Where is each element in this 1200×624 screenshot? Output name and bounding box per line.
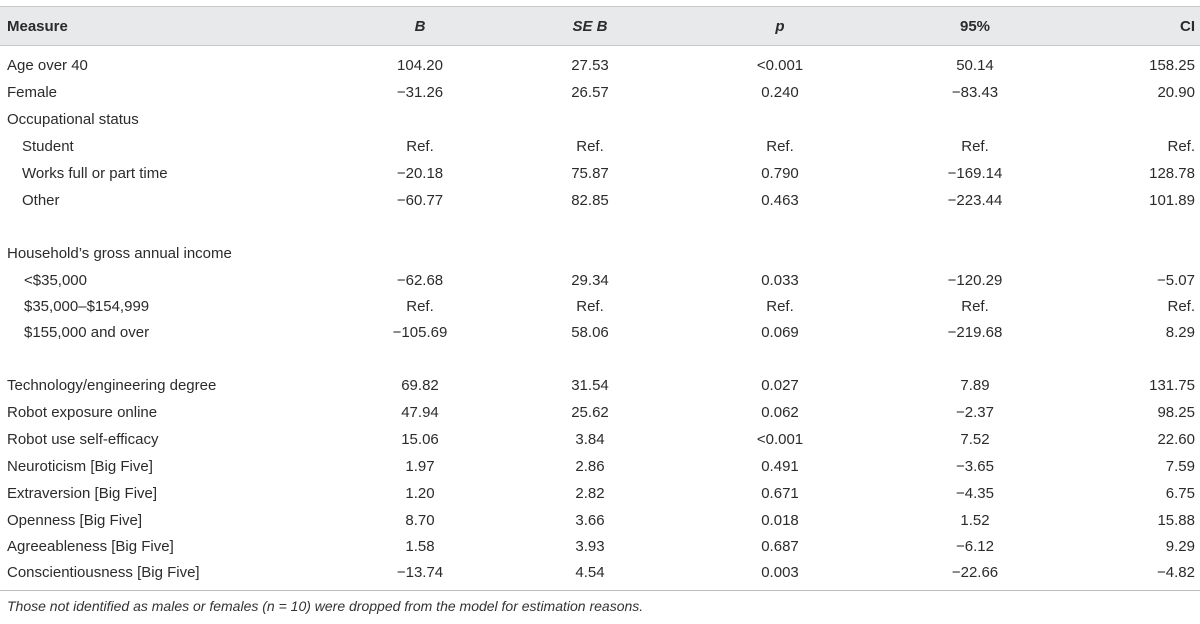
cell-ci-low: −120.29 bbox=[947, 272, 1003, 289]
cell-p: 0.687 bbox=[761, 538, 799, 555]
row-label: Female bbox=[7, 84, 58, 101]
cell-se: 31.54 bbox=[571, 377, 609, 394]
cell-se: 27.53 bbox=[571, 57, 609, 74]
cell-ci-low: Ref. bbox=[961, 298, 989, 315]
cell-ci-high: Ref. bbox=[1167, 298, 1195, 315]
cell-ci-low: Ref. bbox=[961, 138, 989, 155]
row-label: <$35,000 bbox=[24, 272, 87, 289]
cell-se: 58.06 bbox=[571, 324, 609, 341]
cell-ci-high: 22.60 bbox=[1157, 431, 1195, 448]
header-ci-high: CI bbox=[1180, 17, 1195, 35]
table-row bbox=[0, 507, 1200, 534]
cell-p: 0.027 bbox=[761, 377, 799, 394]
table-row bbox=[0, 52, 1200, 79]
table-footnote bbox=[7, 598, 643, 614]
cell-b: 15.06 bbox=[401, 431, 439, 448]
cell-b: Ref. bbox=[406, 298, 434, 315]
table-row bbox=[0, 187, 1200, 214]
cell-se: 3.84 bbox=[575, 431, 605, 448]
cell-se: 26.57 bbox=[571, 84, 609, 101]
cell-p: 0.062 bbox=[761, 404, 799, 421]
table-row bbox=[0, 559, 1200, 586]
row-label: Conscientiousness [Big Five] bbox=[7, 564, 200, 581]
cell-se: 2.86 bbox=[575, 458, 605, 475]
cell-ci-high: −5.07 bbox=[1157, 272, 1195, 289]
cell-p: 0.003 bbox=[761, 564, 799, 581]
table-bottom-rule bbox=[0, 590, 1200, 591]
table-row bbox=[0, 293, 1200, 320]
cell-b: 104.20 bbox=[397, 57, 443, 74]
cell-ci-low: −22.66 bbox=[951, 564, 999, 581]
cell-ci-high: 9.29 bbox=[1165, 538, 1195, 555]
table-section-row bbox=[0, 106, 1200, 133]
header-b: B bbox=[414, 17, 426, 35]
cell-b: 69.82 bbox=[401, 377, 439, 394]
cell-ci-low: 1.52 bbox=[960, 512, 990, 529]
table-row bbox=[0, 426, 1200, 453]
cell-b: 1.20 bbox=[405, 485, 435, 502]
cell-p: 0.671 bbox=[761, 485, 799, 502]
header-se-b: SE B bbox=[572, 17, 608, 35]
cell-ci-high: 98.25 bbox=[1157, 404, 1195, 421]
table-header bbox=[0, 6, 1200, 46]
row-label: Student bbox=[22, 138, 74, 155]
table-row bbox=[0, 480, 1200, 507]
cell-se: 82.85 bbox=[571, 192, 609, 209]
cell-p: 0.018 bbox=[761, 512, 799, 529]
cell-ci-high: 128.78 bbox=[1149, 165, 1195, 182]
cell-b: 1.58 bbox=[405, 538, 435, 555]
section-label: Household’s gross annual income bbox=[7, 245, 232, 262]
cell-ci-high: 7.59 bbox=[1165, 458, 1195, 475]
cell-se: 3.66 bbox=[575, 512, 605, 529]
cell-b: −31.26 bbox=[396, 84, 444, 101]
cell-b: −60.77 bbox=[396, 192, 444, 209]
cell-ci-low: 7.89 bbox=[960, 377, 990, 394]
row-label: $35,000–$154,999 bbox=[24, 298, 150, 315]
cell-ci-high: 101.89 bbox=[1149, 192, 1195, 209]
row-label: Openness [Big Five] bbox=[7, 512, 143, 529]
cell-se: Ref. bbox=[576, 138, 604, 155]
row-label: Age over 40 bbox=[7, 57, 88, 74]
cell-b: Ref. bbox=[406, 138, 434, 155]
cell-b: 1.97 bbox=[405, 458, 435, 475]
row-label: Neuroticism [Big Five] bbox=[7, 458, 153, 475]
cell-se: 25.62 bbox=[571, 404, 609, 421]
table-row bbox=[0, 453, 1200, 480]
cell-ci-high: 20.90 bbox=[1157, 84, 1195, 101]
row-label: Technology/engineering degree bbox=[7, 377, 217, 394]
cell-ci-low: −3.65 bbox=[956, 458, 994, 475]
cell-p: 0.033 bbox=[761, 272, 799, 289]
cell-b: 47.94 bbox=[401, 404, 439, 421]
table-row bbox=[0, 160, 1200, 187]
cell-ci-high: 131.75 bbox=[1149, 377, 1195, 394]
cell-ci-low: −6.12 bbox=[956, 538, 994, 555]
cell-ci-low: −223.44 bbox=[947, 192, 1003, 209]
table-section-row bbox=[0, 240, 1200, 267]
row-label: Extraversion [Big Five] bbox=[7, 485, 158, 502]
cell-b: −20.18 bbox=[396, 165, 444, 182]
cell-b: −105.69 bbox=[392, 324, 448, 341]
cell-ci-low: −219.68 bbox=[947, 324, 1003, 341]
cell-b: −62.68 bbox=[396, 272, 444, 289]
cell-p: Ref. bbox=[766, 298, 794, 315]
row-label: Robot use self-efficacy bbox=[7, 431, 159, 448]
cell-b: 8.70 bbox=[405, 512, 435, 529]
table-row bbox=[0, 372, 1200, 399]
cell-se: Ref. bbox=[576, 298, 604, 315]
cell-p: <0.001 bbox=[756, 57, 804, 74]
cell-ci-high: 15.88 bbox=[1157, 512, 1195, 529]
section-label: Occupational status bbox=[7, 111, 139, 128]
footnote-n: n bbox=[266, 598, 275, 614]
cell-ci-low: −169.14 bbox=[947, 165, 1003, 182]
cell-p: 0.491 bbox=[761, 458, 799, 475]
table-row bbox=[0, 399, 1200, 426]
row-label: Other bbox=[22, 192, 60, 209]
table-row bbox=[0, 79, 1200, 106]
cell-ci-high: 6.75 bbox=[1165, 485, 1195, 502]
cell-ci-low: −2.37 bbox=[956, 404, 994, 421]
cell-se: 29.34 bbox=[571, 272, 609, 289]
row-label: Agreeableness [Big Five] bbox=[7, 538, 174, 555]
cell-p: 0.790 bbox=[761, 165, 799, 182]
table-row bbox=[0, 533, 1200, 560]
cell-se: 4.54 bbox=[575, 564, 605, 581]
cell-ci-high: Ref. bbox=[1167, 138, 1195, 155]
row-label: Works full or part time bbox=[22, 165, 168, 182]
row-label: $155,000 and over bbox=[24, 324, 150, 341]
cell-se: 2.82 bbox=[575, 485, 605, 502]
cell-ci-low: 7.52 bbox=[960, 431, 990, 448]
cell-p: 0.463 bbox=[761, 192, 799, 209]
header-p: p bbox=[775, 17, 785, 35]
row-label: Robot exposure online bbox=[7, 404, 158, 421]
cell-se: 75.87 bbox=[571, 165, 609, 182]
cell-p: 0.240 bbox=[761, 84, 799, 101]
cell-ci-low: −83.43 bbox=[951, 84, 999, 101]
cell-ci-high: 158.25 bbox=[1149, 57, 1195, 74]
cell-ci-high: −4.82 bbox=[1157, 564, 1195, 581]
table-row bbox=[0, 319, 1200, 346]
cell-p: <0.001 bbox=[756, 431, 804, 448]
table-row bbox=[0, 267, 1200, 294]
footnote-pre: Those not identified as males or females ( bbox=[7, 598, 267, 614]
cell-b: −13.74 bbox=[396, 564, 444, 581]
cell-se: 3.93 bbox=[575, 538, 605, 555]
cell-ci-high: 8.29 bbox=[1165, 324, 1195, 341]
footnote-post: = 10) were dropped from the model for estimation reasons. bbox=[274, 598, 644, 614]
header-ci-low: 95% bbox=[959, 17, 991, 35]
header-measure: Measure bbox=[7, 17, 68, 35]
table-row bbox=[0, 133, 1200, 160]
cell-p: Ref. bbox=[766, 138, 794, 155]
cell-ci-low: 50.14 bbox=[956, 57, 994, 74]
cell-ci-low: −4.35 bbox=[956, 485, 994, 502]
cell-p: 0.069 bbox=[761, 324, 799, 341]
